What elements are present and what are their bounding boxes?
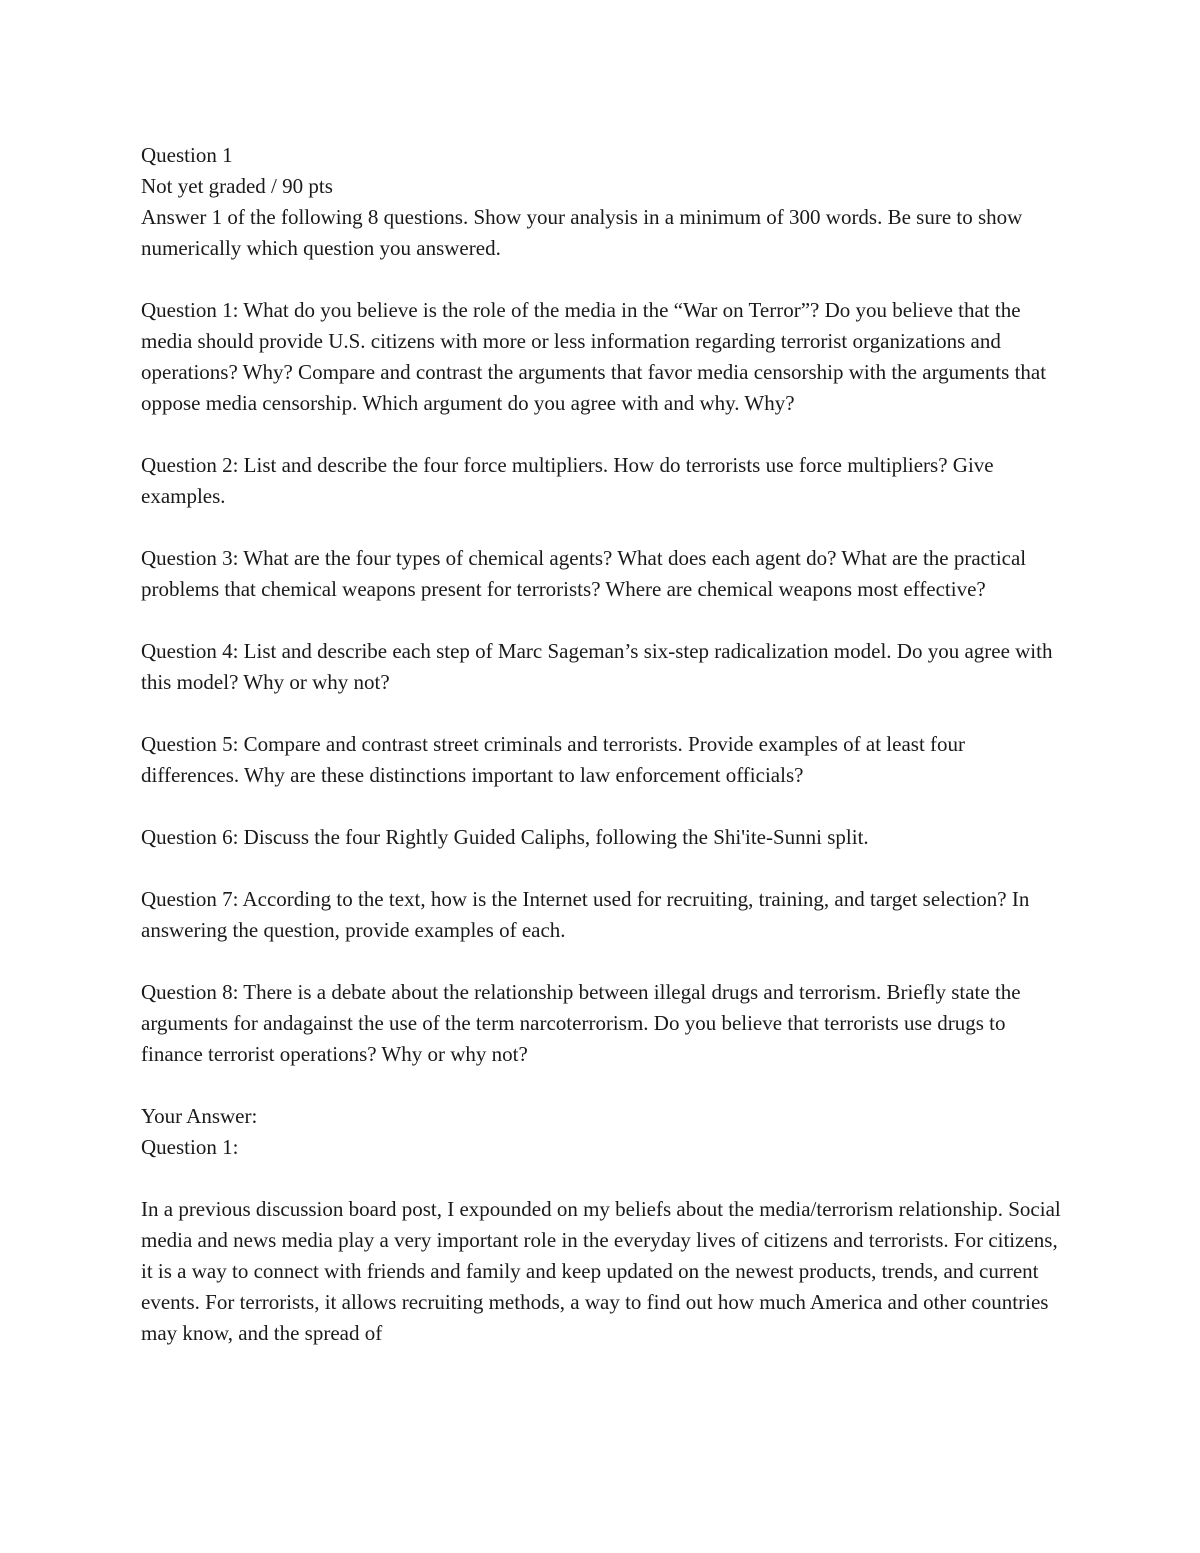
question-text: Question 6: Discuss the four Rightly Guided Caliphs, following the Shi'ite-Sunni split. (141, 825, 869, 849)
question-text: Question 2: List and describe the four force multipliers. How do terrorists use force multipliers? Give examples. (141, 453, 994, 508)
answer-question-ref: Question 1: (141, 1135, 239, 1159)
question-item-3 (141, 543, 1066, 605)
question-item-8 (141, 977, 1066, 1070)
answer-body (141, 1194, 1066, 1349)
answer-label: Your Answer: (141, 1104, 258, 1128)
answer-text: In a previous discussion board post, I expounded on my beliefs about the media/terrorism relationship. Social media and news media play a very important role in the everyday lives of citizens and terrorists. For citizens, it is a way to connect with friends and family and keep updated on the newest products, trends, and current events. For terrorists, it allows recruiting methods, a way to find out how much America and other countries may know, and the spread of (141, 1197, 1061, 1345)
answer-header (141, 1101, 1066, 1163)
question-text: Question 3: What are the four types of chemical agents? What does each agent do? What are the practical problems that chemical weapons present for terrorists? Where are chemical weapons most effective? (141, 546, 1027, 601)
question-text: Question 4: List and describe each step of Marc Sageman’s six-step radicalization model. Do you agree with this model? Why or why not? (141, 639, 1053, 694)
question-text: Question 7: According to the text, how is the Internet used for recruiting, training, and target selection? In answering the question, provide examples of each. (141, 887, 1030, 942)
question-header (141, 140, 1066, 264)
question-item-6 (141, 822, 1066, 853)
question-item-1 (141, 295, 1066, 419)
question-text: Question 8: There is a debate about the relationship between illegal drugs and terrorism. Briefly state the arguments for andagainst the use of the term narcoterrorism. Do you believe that terrorists use drugs to finance terrorist operations? Why or why not? (141, 980, 1021, 1066)
question-text: Question 1: What do you believe is the role of the media in the “War on Terror”? Do you believe that the media should provide U.S. citizens with more or less information regarding terrorist organizations and operations? Why? Compare and contrast the arguments that favor media censorship with the arguments that oppose media censorship. Which argument do you agree with and why. Why? (141, 298, 1047, 415)
question-item-4 (141, 636, 1066, 698)
question-label: Question 1 (141, 143, 233, 167)
question-item-7 (141, 884, 1066, 946)
document-content (141, 140, 1066, 1349)
question-text: Question 5: Compare and contrast street criminals and terrorists. Provide examples of at least four differences. Why are these distinctions important to law enforcement officials? (141, 732, 966, 787)
question-item-2 (141, 450, 1066, 512)
question-item-5 (141, 729, 1066, 791)
grade-status: Not yet graded / 90 pts (141, 174, 333, 198)
instructions: Answer 1 of the following 8 questions. Show your analysis in a minimum of 300 words. Be sure to show numerically which question you answered. (141, 205, 1023, 260)
